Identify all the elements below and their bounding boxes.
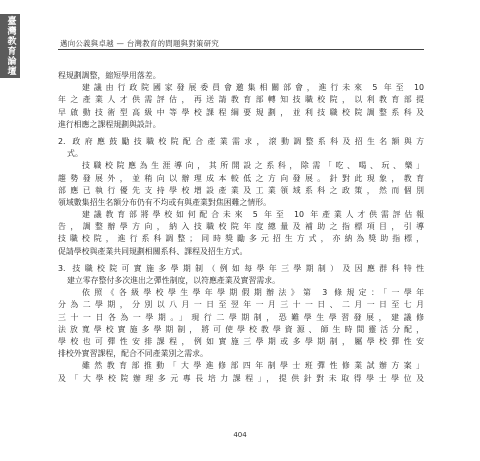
text-line: 建立零存整付多次進出之彈性制度，以符應產業及實習需求。 [67, 276, 281, 285]
text-line: 法放寬學校實施多學期制，將可使學校教學資源、師生時間靈活分配， [58, 324, 424, 334]
text-line: 及「大學校院辦理多元專長培力課程」，提供針對未取得學士學位及 [58, 373, 424, 383]
text-line: 部應已執行優先支持學校增設產業及工業領域系科之政策，然而個別 [58, 185, 424, 195]
text-line: 趨勢發展外，並稍向以辦理成本較低之方向發展。針對此現象，教育 [58, 173, 424, 183]
text-line: 排校外實習課程，配合不同產業別之需求。 [58, 349, 208, 359]
header-divider [58, 49, 424, 50]
text-line: 分為二學期，分別以八月一日至翌年一月三十一日、二月一日至七月 [58, 300, 424, 310]
text-line: 促請學校與產業共同規劃相關系科、課程及招生方式。 [58, 246, 248, 256]
page-number: 404 [233, 431, 247, 439]
text-line: 2. 政府應鼓勵技職校院配合產業需求，滾動調整系科及招生名額與方 [58, 136, 424, 146]
text-line: 建議教育部將學校如何配合未來 5 年至 10 年產業人才供需評估報 [82, 210, 424, 220]
text-line: 程規劃調整，縮短學用落差。 [58, 71, 161, 80]
text-line: 技職校院，進行系科調整；同時獎勵多元招生方式，亦納為獎助指標， [58, 234, 424, 244]
text-line: 式。 [67, 149, 83, 159]
text-line: 年之產業人才供需評估，再送請教育部轉知技職校院，以利教育部提 [58, 95, 424, 105]
side-tab-label: 臺灣教育論壇 [5, 16, 16, 76]
text-line: 學校也可彈性安排課程，例如實施三學期或多學期制，屬學校彈性安 [58, 336, 424, 346]
text-line: 依照《各級學校學生學年學期假期辦法》第 3 條規定：「一學年 [82, 288, 424, 298]
section-side-tab [0, 14, 20, 78]
text-line: 告，調整辦學方向，納入技職校院年度總量及補助之指標項目，引導 [58, 222, 424, 232]
text-line: 早啟動技術型高級中等學校課程綱要規劃，並利技職校院調整系科及 [58, 107, 424, 117]
text-line: 技職校院應為生涯導向，其所開設之系科，除需「吃、喝、玩、樂」 [82, 161, 424, 171]
body-text [58, 70, 424, 385]
text-line: 3. 技職校院可實施多學期制（例如每學年三學期制）及因應群科特性 [58, 263, 424, 273]
text-line: 三十一日各為一學期。」現行二學期制，恐難學生學習發展，建議修 [58, 312, 424, 322]
running-header-title: 邁向公義與卓越 — 台灣教育的問題與對策研究 [60, 39, 220, 48]
text-line: 進行相應之課程規劃與設計。 [58, 119, 161, 129]
text-line: 雖然教育部推動「大學進修部四年制學士班彈性修業試辦方案」 [82, 361, 424, 371]
text-line: 領域數集招生名額分布仍有不均或有與產業對焦困難之情形。 [58, 197, 272, 207]
text-line: 建議由行政院國家發展委員會邀集相關部會，進行未來 5 年至 10 [82, 83, 424, 93]
